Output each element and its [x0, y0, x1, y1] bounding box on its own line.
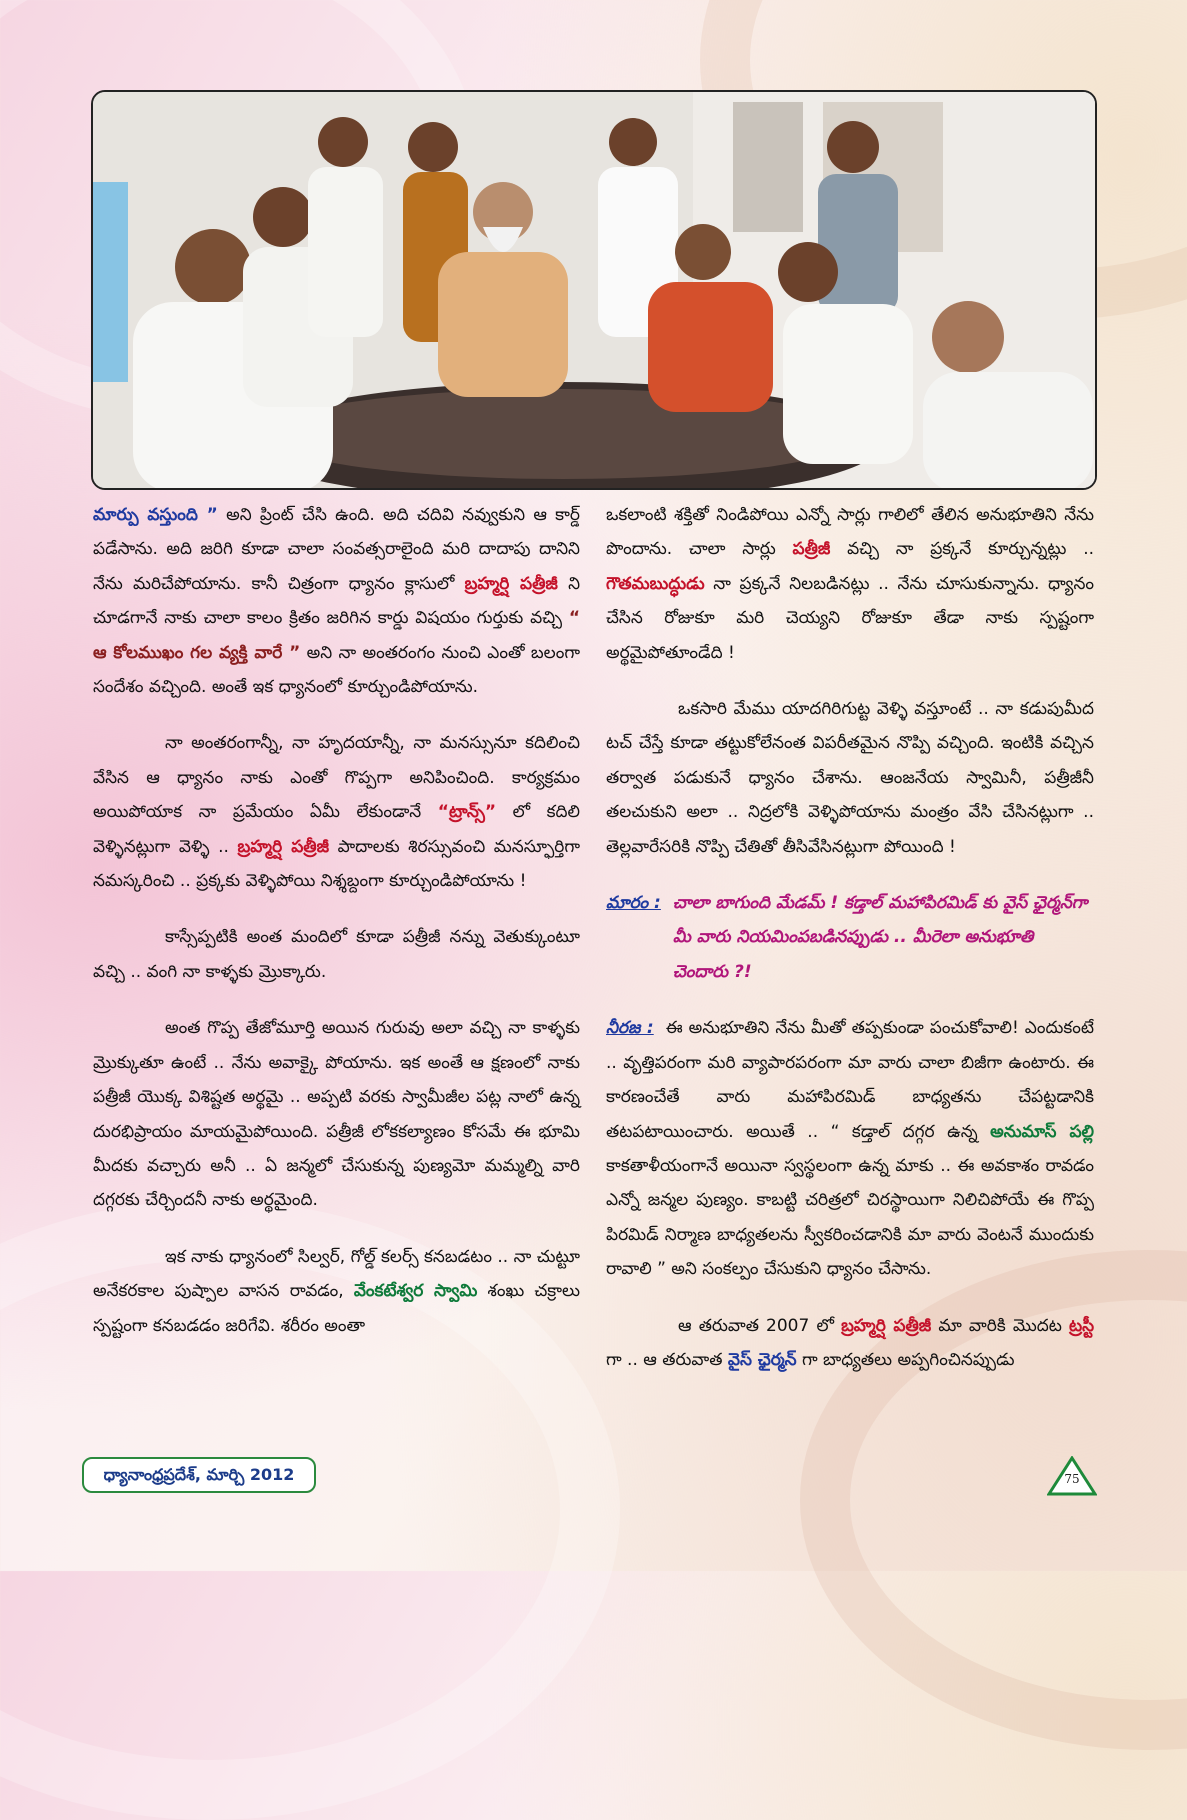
answer-paragraph: నీరజ : ఈ అనుభూతిని నేను మీతో తప్పకుండా పంచుకోవాలి! ఎందుకంటే .. వృత్తిపరంగా మరి వ్యాపారపరంగా మా వారు చాలా బిజీగా ఉంటారు. ఈ కారణంచేతే వారు మహాపిరమిడ్ బాధ్యతను చేపట్టడానికి తటపటాయించారు. అయితే .. “ కడ్తాల్ దగ్గర ఉన్న అనుమాస్ పల్లి కాకతాళీయంగానే అయినా స్వస్థలంగా ఉన్న మాకు .. ఈ అవకాశం రావడం ఎన్నో జన్మల పుణ్యం. కాబట్టి చరిత్రలో చిరస్థాయిగా నిలిచిపోయే ఈ గొప్ప పిరమిడ్ నిర్మాణ బాధ్యతలను స్వీకరించడానికి మా వారు వెంటనే ముందుకు రావాలి ” అని సంకల్పం చేసుకుని ధ్యానం చేసాను.: [606, 1018, 1094, 1280]
highlight-quote: “ ఆ కోలముఖం గల వ్యక్తి వారే ”: [93, 608, 580, 663]
highlight-trance: “ట్రాన్స్”: [437, 802, 497, 823]
right-paragraph-2: ఒకసారి మేము యాదగిరిగుట్ట వెళ్ళి వస్తూంటే .. నా కడుపుమీద టచ్ చేస్తే కూడా తట్టుకోలేనంత విపరీతమైన నొప్పి వచ్చింది. ఇంటికి వచ్చిన తర్వాత పడుకునే ధ్యానం చేశాను. ఆంజనేయ స్వామినీ, పత్రీజీనీ తలచుకుని అలా .. నిద్రలోకి వెళ్ళిపోయాను మంత్రం వేసి చేసినట్లుగా .. తెల్లవారేసరికి నొప్పి చేతితో తీసివేసినట్లుగా పోయింది !: [606, 699, 1094, 857]
highlight-anumas-palli: అనుమాస్ పల్లి: [990, 1121, 1094, 1142]
left-paragraph-1: మార్పు వస్తుంది ” అని ప్రింట్ చేసి ఉంది. అది చదివి నవ్వుకుని ఆ కార్డ్ పడేసాను. అది జరిగి కూడా చాలా సంవత్సరాలైంది మరి దాదాపు దానిని నేను మరిచేపోయాను. కానీ చిత్రంగా ధ్యానం క్లాసులో బ్రహ్మర్షి పత్రీజీ ని చూడగానే నాకు చాలా కాలం క్రితం జరిగిన కార్డు విషయం గుర్తుకు వచ్చి “ ఆ కోలముఖం గల వ్యక్తి వారే ” అని నా అంతరంగం నుంచి ఎంతో బలంగా సందేశం వచ్చింది. అంతే ఇక ధ్యానంలో కూర్చుండిపోయాను.: [93, 505, 581, 698]
page-number: 75: [1064, 1472, 1080, 1486]
right-paragraph-last: ఆ తరువాత 2007 లో బ్రహ్మర్షి పత్రీజీ మా వారికి మొదట ట్రస్టీ గా .. ఆ తరువాత వైస్ ఛైర్మన్ గా బాధ్యతలు అప్పగించినప్పుడు: [606, 1315, 1095, 1370]
page-number-badge: [1047, 1456, 1097, 1496]
highlight-gautama-buddha: గౌతమబుద్ధుడు: [606, 573, 705, 594]
highlight-brahmarshi-patriji: బ్రహ్మర్షి పత్రీజీ: [464, 573, 558, 594]
question-text: చాలా బాగుంది మేడమ్ ! కడ్తాల్ మహాపిరమిడ్ కు వైస్ ఛైర్మన్‌గా మీ వారు నియమింపబడినప్పుడు .. మీరెలా అనుభూతి చెందారు ?!: [672, 893, 1088, 982]
interviewer-label: మారం :: [606, 893, 661, 914]
left-paragraph-4: అంత గొప్ప తేజోమూర్తి అయిన గురువు అలా వచ్చి నా కాళ్ళకు మ్రొక్కుతూ ఉంటే .. నేను అవాక్కై పోయాను. ఇక అంతే ఆ క్షణంలో నాకు పత్రీజీ యొక్క విశిష్టత అర్థమై .. అప్పటి వరకు స్వామీజీల పట్ల నాలో ఉన్న దురభిప్రాయం మాయమైపోయింది. పత్రీజీ లోకకల్యాణం కోసమే ఈ భూమి మీదకు వచ్చారు అనీ .. ఏ జన్మలో చేసుకున్న పుణ్యమో మమ్మల్ని వారి దగ్గరకు చేర్చిందనీ నాకు అర్థమైంది.: [93, 1018, 580, 1211]
left-column: [93, 498, 580, 1343]
respondent-label: నీరజ :: [606, 1018, 654, 1039]
group-photo: [91, 90, 1097, 490]
left-paragraph-2: నా అంతరంగాన్నీ, నా హృదయాన్నీ, నా మనస్సునూ కదిలించి వేసిన ఆ ధ్యానం నాకు ఎంతో గొప్పగా అనిపించింది. కార్యక్రమం అయిపోయాక నా ప్రమేయం ఏమీ లేకుండానే “ట్రాన్స్” లో కదిలి వెళ్ళినట్లుగా వెళ్ళి .. బ్రహ్మర్షి పత్రీజీ పాదాలకు శిరస్సువంచి మనస్ఫూర్తిగా నమస్కరించి .. ప్రక్కకు వెళ్ళిపోయి నిశ్శబ్దంగా కూర్చుండిపోయాను !: [93, 733, 580, 892]
left-paragraph-5: ఇక నాకు ధ్యానంలో సిల్వర్, గోల్డ్ కలర్స్ కనబడటం .. నా చుట్టూ అనేకరకాల పుష్పాల వాసన రావడం, వేంకటేశ్వర స్వామి శంఖు చక్రాలు స్పష్టంగా కనబడడం జరిగేవి. శరీరం అంతా: [93, 1246, 580, 1336]
highlight-vice-chairman: వైస్ ఛైర్మన్: [727, 1349, 797, 1370]
right-paragraph-1: ఒకలాంటి శక్తితో నిండిపోయి ఎన్నో సార్లు గాలిలో తేలిన అనుభూతిని నేను పొందాను. చాలా సార్లు పత్రీజీ వచ్చి నా ప్రక్కనే కూర్చున్నట్లు .. గౌతమబుద్ధుడు నా ప్రక్కనే నిలబడినట్లు .. నేను చూసుకున్నాను. ధ్యానం చేసిన రోజుకూ మరి చెయ్యని రోజుకూ తేడా నాకు స్పష్టంగా అర్థమైపోతూండేది !: [606, 505, 1094, 663]
right-column: [606, 498, 1094, 1377]
magazine-footer: ధ్యానాంధ్రప్రదేశ్, మార్చి 2012: [82, 1457, 316, 1493]
highlight-trustee: ట్రస్టీ: [1068, 1315, 1095, 1336]
highlight-brahmarshi-patriji: బ్రహ్మర్షి పత్రీజీ: [237, 836, 330, 857]
highlight-venkateswara-swami: వేంకటేశ్వర స్వామి: [353, 1281, 478, 1302]
left-paragraph-3: కాస్సేప్పటికి అంత మందిలో కూడా పత్రీజీ నన్ను వెతుక్కుంటూ వచ్చి .. వంగి నా కాళ్ళకు మ్రొక్కారు.: [93, 927, 580, 982]
highlight-marpu-vastundi: మార్పు వస్తుంది ”: [93, 505, 218, 525]
group-photo-illustration: [93, 92, 1095, 488]
highlight-brahmarshi-patriji: బ్రహ్మర్షి పత్రీజీ: [841, 1315, 932, 1336]
question-block: [606, 886, 1094, 989]
highlight-patriji: పత్రీజీ: [792, 539, 831, 560]
